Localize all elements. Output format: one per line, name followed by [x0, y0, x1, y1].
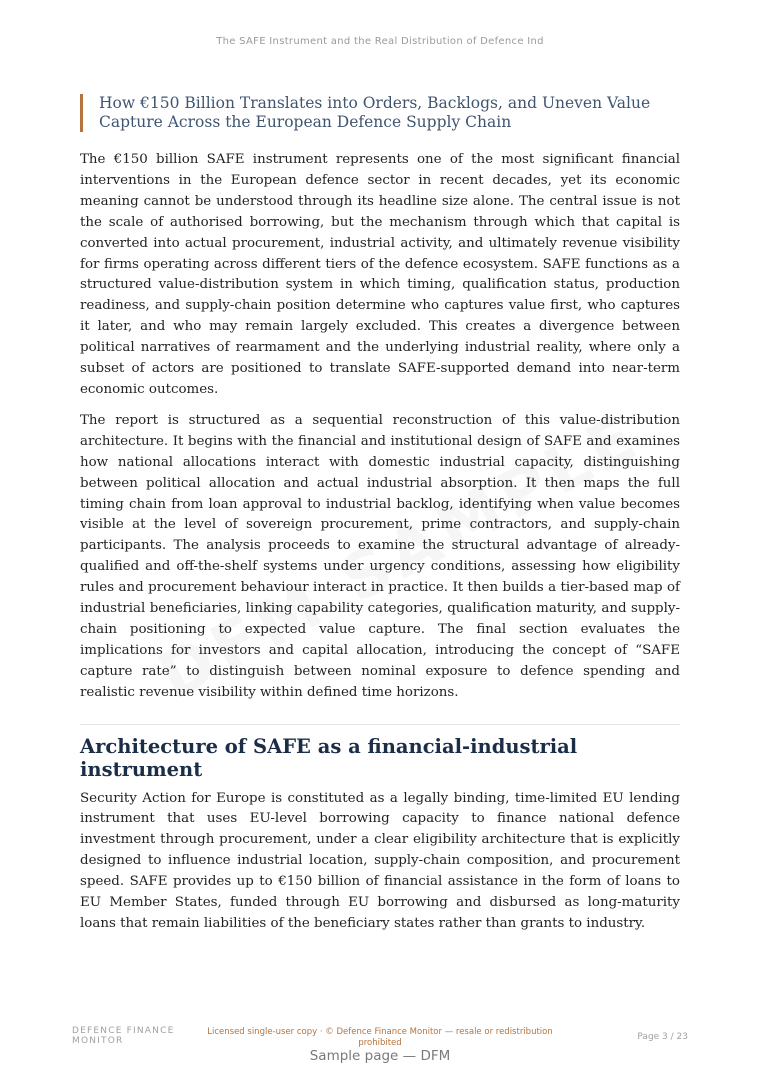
footer-license: Licensed single-user copy · © Defence Finance Monitor — resale or redistribution prohibited — [207, 1027, 553, 1048]
intro-paragraph-1: The €150 billion SAFE instrument represents one of the most significant financial interventions in the European defence sector in recent decades, yet its economic meaning cannot be understood through its headline size alone. The central issue is not the scale of authorised borrowing, but the mechanism through which that capital is converted into actual procurement, industrial activity, and ultimately revenue visibility for firms operating across different tiers of the defence ecosystem. SAFE functions as a structured value-distribution system in which timing, qualification status, production readiness, and supply-chain position determine who captures value first, who captures it later, and who may remain largely excluded. This creates a divergence between political narratives of rearmament and the underlying industrial reality, where only a subset of actors are positioned to translate SAFE-supported demand into near-term economic outcomes. — [80, 152, 680, 397]
section-divider — [80, 724, 680, 725]
sample-page-label: Sample page — DFM — [309, 1048, 451, 1064]
footer-brand: DEFENCE FINANCE MONITOR — [72, 1026, 175, 1046]
section-heading: Architecture of SAFE as a financial-industrial instrument — [80, 734, 578, 781]
section-body-paragraph: Security Action for Europe is constituted as a legally binding, time-limited EU lending instrument that uses EU-level borrowing capacity to finance national defence investment through procurement, under a clear eligibility architecture that is explicitly designed to influence industrial location, supply-chain composition, and procurement speed. SAFE provides up to €150 billion of financial assistance in the form of loans to EU Member States, funded through EU borrowing and disbursed as long-maturity loans that remain liabilities of the beneficiary states rather than grants to industry. — [80, 790, 680, 931]
page-number: Page 3 / 23 — [637, 1032, 688, 1042]
subtitle-callout — [80, 94, 689, 132]
main-content — [80, 150, 680, 945]
running-header: The SAFE Instrument and the Real Distribution of Defence Ind — [216, 36, 544, 47]
intro-paragraph-2: The report is structured as a sequential reconstruction of this value-distribution architecture. It begins with the financial and institutional design of SAFE and examines how national allocations interact with domestic industrial capacity, distinguishing between political allocation and actual industrial absorption. It then maps the full timing chain from loan approval to industrial backlog, identifying when value becomes visible at the level of sovereign procurement, prime contractors, and supply-chain participants. The analysis proceeds to examine the structural advantage of already-qualified and off-the-shelf systems under urgency conditions, assessing how eligibility rules and procurement behaviour interact in practice. It then builds a tier-based map of industrial beneficiaries, linking capability categories, qualification maturity, and supply-chain positioning to expected value capture. The final section evaluates the implications for investors and capital allocation, introducing the concept of “SAFE capture rate” to distinguish between nominal exposure to defence spending and realistic revenue visibility within defined time horizons. — [80, 412, 680, 700]
document-subtitle: How €150 Billion Translates into Orders, Backlogs, and Uneven Value Capture Across the European Defence Supply Chain — [99, 94, 651, 131]
